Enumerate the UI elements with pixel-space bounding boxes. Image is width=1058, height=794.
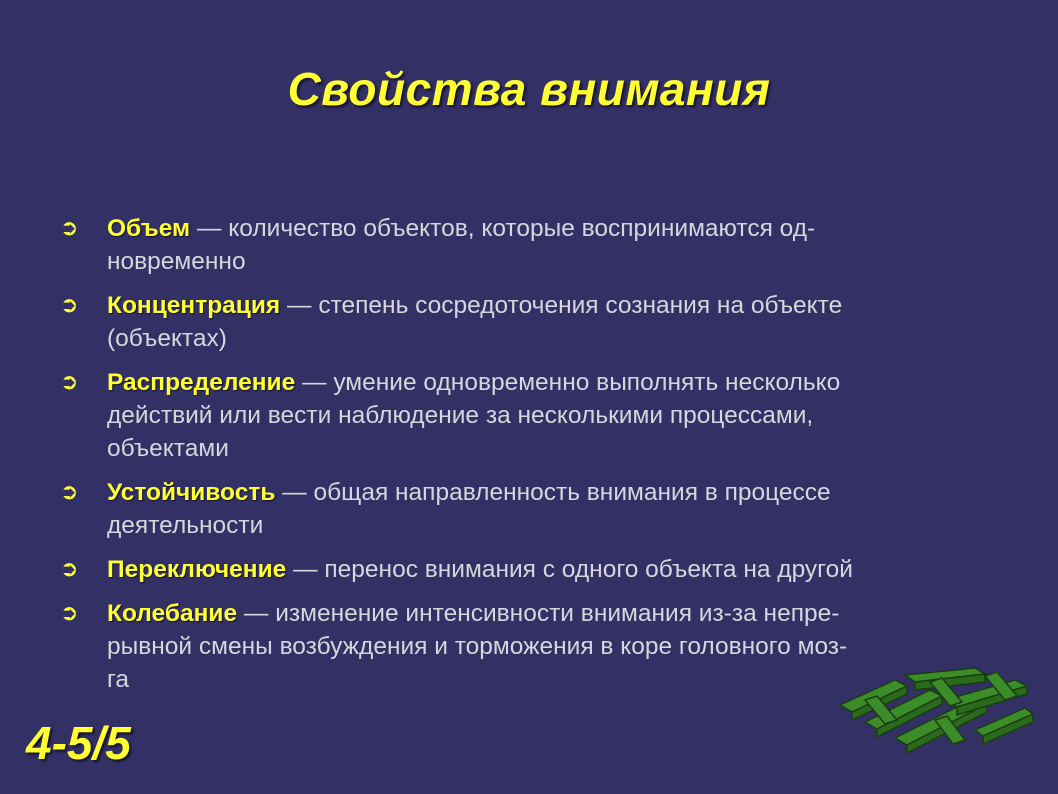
slide-title: Свойства внимания [287, 63, 771, 115]
properties-list [60, 212, 1020, 707]
list-item [60, 476, 1020, 542]
item-term: Колебание [107, 600, 238, 627]
item-text-line-2: рывной смены возбуждения и торможения в коре головного моз- [107, 633, 848, 660]
arrow-circle-bullet-icon: ➲ [60, 556, 79, 581]
item-text-line-2: деятельности [107, 512, 264, 539]
item-text: — количество объектов, которые воспринимаются од- [190, 215, 816, 242]
item-term: Устойчивость [107, 479, 276, 506]
item-text: — изменение интенсивности внимания из-за непре- [237, 600, 840, 627]
item-text-line-3: га [107, 666, 130, 693]
item-text-line-2: (объектах) [107, 325, 227, 352]
arrow-circle-bullet-icon: ➲ [60, 292, 79, 317]
arrow-circle-bullet-icon: ➲ [60, 369, 79, 394]
item-text-line-3: объектами [107, 435, 229, 462]
list-item [60, 212, 1020, 278]
list-item [60, 366, 1020, 465]
list-item [60, 553, 1020, 586]
item-text: — степень сосредоточения сознания на объекте [280, 292, 843, 319]
maze-icon [835, 660, 1035, 760]
arrow-circle-bullet-icon: ➲ [60, 215, 79, 240]
item-text-line-2: новременно [107, 248, 246, 275]
item-text: — перенос внимания с одного объекта на другой [286, 556, 853, 583]
item-text: — умение одновременно выполнять несколько [295, 369, 841, 396]
list-item [60, 289, 1020, 355]
item-term: Распределение [107, 369, 296, 396]
arrow-circle-bullet-icon: ➲ [60, 479, 79, 504]
slide-number: 4-5/5 [26, 717, 131, 769]
item-term: Объем [107, 215, 191, 242]
item-text: — общая направленность внимания в процессе [275, 479, 831, 506]
item-term: Переключение [107, 556, 287, 583]
item-text-line-2: действий или вести наблюдение за несколькими процессами, [107, 402, 814, 429]
item-term: Концентрация [107, 292, 281, 319]
arrow-circle-bullet-icon: ➲ [60, 600, 79, 625]
